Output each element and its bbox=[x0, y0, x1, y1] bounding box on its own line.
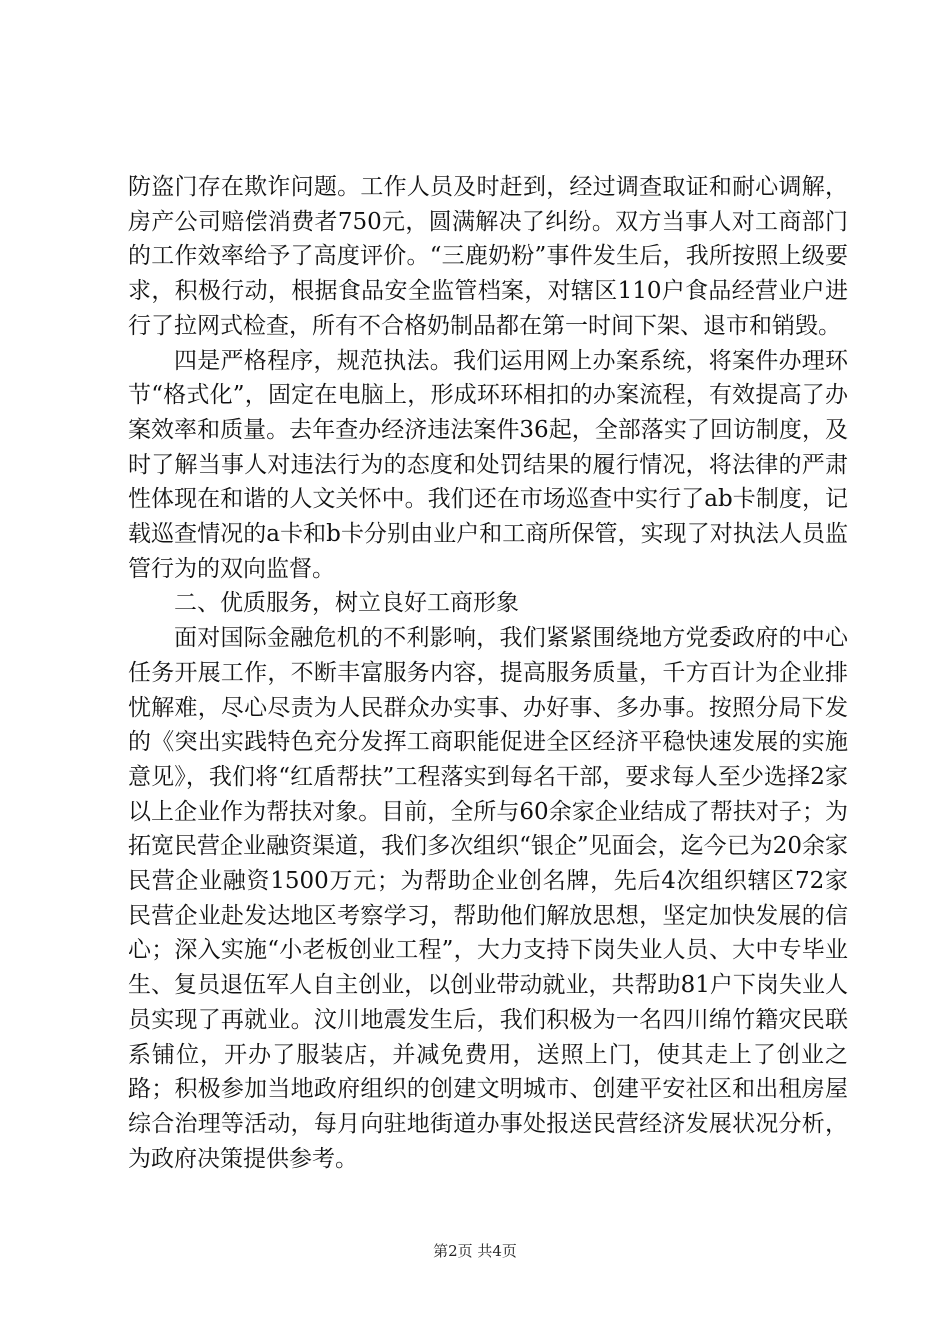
paragraph-consumer-dispute: 防盗门存在欺诈问题。工作人员及时赶到，经过调查取证和耐心调解，房产公司赔偿消费者750元，圆满解决了纠纷。双方当事人对工商部门的工作效率给予了高度评价。“三鹿奶粉”事件发生后，我所按照上级要求，积极行动，根据食品安全监管档案，对辖区110户食品经营业户进行了拉网式检查，所有不合格奶制品都在第一时间下架、退市和销毁。 bbox=[128, 174, 848, 339]
section-heading-quality-service: 二、优质服务，树立良好工商形象 bbox=[174, 590, 519, 617]
document-body bbox=[128, 170, 848, 1176]
paragraph-financial-crisis-service: 面对国际金融危机的不利影响，我们紧紧围绕地方党委政府的中心任务开展工作，不断丰富服务内容，提高服务质量，千方百计为企业排忧解难，尽心尽责为人民群众办实事、办好事、多办事。按照分局下发的《突出实践特色充分发挥工商职能促进全区经济平稳快速发展的实施意见》，我们将“红盾帮扶”工程落实到每名干部，要求每人至少选择2家以上企业作为帮扶对象。目前，全所与60余家企业结成了帮扶对子；为拓宽民营企业融资渠道，我们多次组织“银企”见面会，迄今已为20余家民营企业融资1500万元；为帮助企业创名牌，先后4次组织辖区72家民营企业赴发达地区考察学习，帮助他们解放思想，坚定加快发展的信心；深入实施“小老板创业工程”，大力支持下岗失业人员、大中专毕业生、复员退伍军人自主创业，以创业带动就业，共帮助81户下岗失业人员实现了再就业。汶川地震发生后，我们积极为一名四川绵竹籍灾民联系铺位，开办了服装店，并减免费用，送照上门，使其走上了创业之路；积极参加当地政府组织的创建文明城市、创建平安社区和出租房屋综合治理等活动，每月向驻地街道办事处报送民营经济发展状况分析，为政府决策提供参考。 bbox=[128, 625, 848, 1172]
paragraph-law-enforcement: 四是严格程序，规范执法。我们运用网上办案系统，将案件办理环节“格式化”，固定在电脑上，形成环环相扣的办案流程，有效提高了办案效率和质量。去年查办经济违法案件36起，全部落实了回访制度，及时了解当事人对违法行为的态度和处罚结果的履行情况，将法律的严肃性体现在和谐的人文关怀中。我们还在市场巡查中实行了ab卡制度，记载巡查情况的a卡和b卡分别由业户和工商所保管，实现了对执法人员监管行为的双向监督。 bbox=[128, 347, 848, 582]
page-number-footer: 第2页 共4页 bbox=[433, 1242, 517, 1260]
